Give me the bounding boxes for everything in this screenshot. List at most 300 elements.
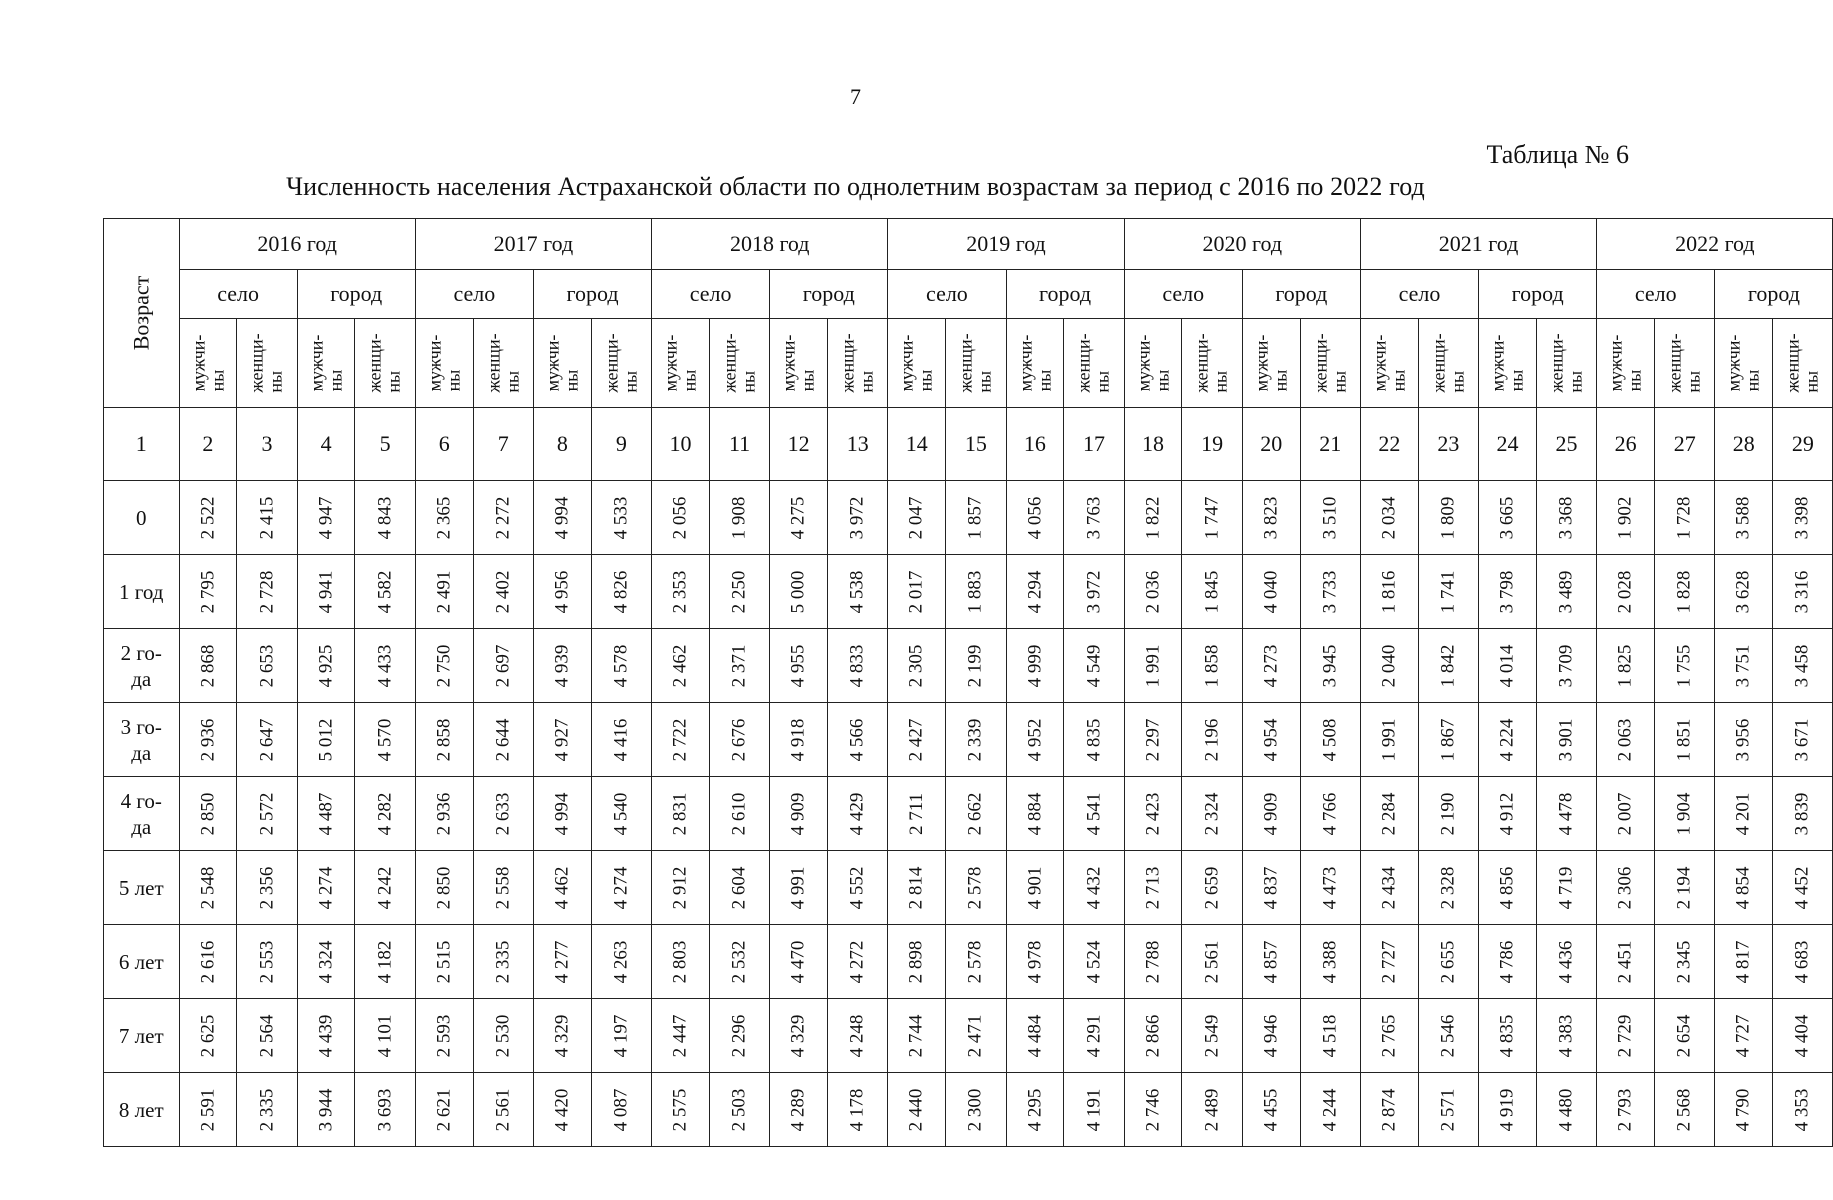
value-cell-text: 4 835 [1082, 718, 1104, 761]
value-cell [297, 703, 355, 777]
page-number: 7 [850, 84, 861, 109]
value-cell-text: 1 902 [1614, 496, 1636, 539]
value-cell-text: 4 552 [846, 866, 868, 909]
value-cell [1479, 999, 1537, 1073]
value-cell-text: 4 941 [315, 570, 337, 613]
value-cell [1773, 703, 1833, 777]
value-cell [828, 777, 888, 851]
value-cell-text: 2 199 [964, 644, 986, 687]
value-cell [1715, 1073, 1773, 1147]
value-cell-text: 4 388 [1319, 940, 1341, 983]
value-cell-text: 4 436 [1555, 940, 1577, 983]
value-cell [1006, 629, 1064, 703]
column-number: 29 [1773, 408, 1833, 481]
value-cell [1597, 851, 1655, 925]
value-cell-text: 4 946 [1260, 1014, 1282, 1057]
value-cell [415, 629, 473, 703]
value-cell [652, 555, 710, 629]
value-cell-text: 3 944 [315, 1088, 337, 1131]
value-cell-text: 4 538 [846, 570, 868, 613]
value-cell-text: 4 817 [1732, 940, 1754, 983]
value-cell-text: 4 939 [551, 644, 573, 687]
column-number: 2 [179, 408, 237, 481]
value-cell [1715, 481, 1773, 555]
value-cell-text: 2 553 [256, 940, 277, 983]
column-number: 17 [1064, 408, 1124, 481]
value-cell [1715, 999, 1773, 1073]
value-cell [591, 999, 651, 1073]
value-cell-text: 4 566 [846, 718, 868, 761]
value-cell-text: 2 578 [964, 866, 986, 909]
value-cell-text: 4 857 [1260, 940, 1282, 983]
value-cell-text: 2 434 [1378, 866, 1400, 909]
value-cell [1242, 555, 1300, 629]
value-cell-text: 2 568 [1673, 1088, 1695, 1131]
age-cell: 7 лет [104, 999, 180, 1073]
value-cell-text: 4 570 [374, 718, 396, 761]
area-header: город [770, 270, 888, 319]
value-cell-text: 3 763 [1082, 496, 1104, 539]
sex-header [1064, 319, 1124, 408]
value-cell [709, 999, 769, 1073]
value-cell-text: 3 733 [1319, 570, 1341, 613]
value-cell-text: 2 558 [492, 866, 514, 909]
area-header: село [1124, 270, 1242, 319]
value-cell-text: 2 194 [1673, 866, 1695, 909]
value-cell-text: 4 248 [846, 1014, 868, 1057]
value-cell-text: 4 919 [1496, 1088, 1518, 1131]
value-cell [297, 555, 355, 629]
value-cell-text: 3 823 [1260, 496, 1282, 539]
value-cell [473, 999, 533, 1073]
sex-header [591, 319, 651, 408]
value-cell [533, 703, 591, 777]
value-cell [237, 777, 297, 851]
sex-header [179, 319, 237, 408]
value-cell-text: 4 291 [1082, 1014, 1104, 1057]
value-cell-text: 4 274 [315, 866, 337, 909]
value-cell-text: 4 909 [787, 792, 809, 835]
value-cell-text: 2 491 [433, 570, 455, 613]
value-cell [652, 925, 710, 999]
value-cell [1536, 555, 1596, 629]
value-cell [1064, 999, 1124, 1073]
value-cell [473, 851, 533, 925]
value-cell-text: 4 473 [1319, 866, 1341, 909]
value-cell [355, 703, 415, 777]
value-cell-text: 4 856 [1496, 866, 1518, 909]
value-cell [1655, 777, 1715, 851]
value-cell [709, 1073, 769, 1147]
value-cell [1360, 1073, 1418, 1147]
sex-header-text: мужчи- ны [1251, 334, 1291, 391]
value-cell-text: 4 404 [1791, 1014, 1813, 1057]
age-cell: 4 го- да [104, 777, 180, 851]
table-row [104, 1073, 1833, 1147]
value-cell-text: 4 956 [551, 570, 573, 613]
value-cell [828, 703, 888, 777]
value-cell-text: 4 329 [787, 1014, 809, 1057]
value-cell-text: 4 487 [315, 792, 337, 835]
value-cell [415, 851, 473, 925]
value-cell-text: 2 250 [728, 570, 750, 613]
value-cell [533, 999, 591, 1073]
value-cell [1715, 925, 1773, 999]
value-cell [355, 555, 415, 629]
value-cell [1418, 1073, 1478, 1147]
sex-header-text: мужчи- ны [542, 334, 582, 391]
value-cell-text: 4 244 [1319, 1088, 1341, 1131]
value-cell [888, 555, 946, 629]
value-cell [1182, 481, 1242, 555]
value-cell-text: 2 654 [1673, 1014, 1695, 1057]
age-column-header-text: Возраст [128, 275, 154, 351]
value-cell-text: 2 868 [196, 644, 218, 687]
sex-header-text: женщи- ны [1192, 332, 1232, 393]
value-cell [1655, 555, 1715, 629]
value-cell [297, 481, 355, 555]
value-cell [1182, 555, 1242, 629]
value-cell [179, 629, 237, 703]
value-cell [1479, 777, 1537, 851]
value-cell [652, 629, 710, 703]
value-cell [1064, 555, 1124, 629]
value-cell [1242, 703, 1300, 777]
value-cell-text: 4 952 [1023, 718, 1045, 761]
value-cell [237, 925, 297, 999]
value-cell [179, 925, 237, 999]
column-number: 16 [1006, 408, 1064, 481]
value-cell-text: 4 790 [1732, 1088, 1754, 1131]
value-cell [709, 481, 769, 555]
value-cell-text: 3 798 [1496, 570, 1518, 613]
value-cell [888, 1073, 946, 1147]
value-cell-text: 2 345 [1673, 940, 1695, 983]
value-cell [1360, 999, 1418, 1073]
sex-header [1536, 319, 1596, 408]
value-cell [770, 555, 828, 629]
value-cell-text: 2 371 [728, 644, 750, 687]
value-cell-text: 1 816 [1378, 570, 1400, 613]
value-cell [1300, 629, 1360, 703]
value-cell [1655, 851, 1715, 925]
sex-header-text: женщи- ны [483, 332, 523, 393]
value-cell [946, 555, 1006, 629]
value-cell-text: 4 272 [846, 940, 868, 983]
value-cell [1124, 851, 1182, 925]
value-cell-text: 1 825 [1614, 644, 1636, 687]
value-cell-text: 1 991 [1142, 644, 1164, 687]
value-cell-text: 2 633 [492, 792, 514, 835]
value-cell-text: 2 190 [1437, 792, 1459, 835]
sex-header-text: женщи- ны [365, 332, 405, 393]
value-cell-text: 4 912 [1496, 792, 1518, 835]
area-header: город [1006, 270, 1124, 319]
value-cell [1536, 777, 1596, 851]
value-cell [1597, 629, 1655, 703]
page-title: Численность населения Астраханской области по однолетним возрастам за период с 2016 по 2022 год [286, 172, 1425, 201]
value-cell [888, 999, 946, 1073]
value-cell [297, 1073, 355, 1147]
column-number: 18 [1124, 408, 1182, 481]
sex-header-text: мужчи- ны [1133, 334, 1173, 391]
value-cell [1064, 851, 1124, 925]
value-cell-text: 4 925 [315, 644, 337, 687]
value-cell [1597, 925, 1655, 999]
table-row [104, 629, 1833, 703]
value-cell-text: 1 908 [728, 496, 750, 539]
value-cell [237, 851, 297, 925]
value-cell-text: 4 087 [610, 1088, 632, 1131]
value-cell [355, 777, 415, 851]
value-cell-text: 4 884 [1023, 792, 1045, 835]
area-header: город [1242, 270, 1360, 319]
value-cell-text: 2 272 [492, 496, 514, 539]
value-cell-text: 1 842 [1437, 644, 1459, 687]
value-cell-text: 1 755 [1673, 644, 1695, 687]
value-cell-text: 2 655 [1437, 940, 1459, 983]
value-cell-text: 3 398 [1791, 496, 1813, 539]
value-cell-text: 4 439 [315, 1014, 337, 1057]
value-cell-text: 2 850 [196, 792, 218, 835]
value-cell [946, 1073, 1006, 1147]
value-cell [355, 999, 415, 1073]
column-number: 7 [473, 408, 533, 481]
value-cell [1182, 777, 1242, 851]
value-cell-text: 2 593 [433, 1014, 455, 1057]
year-header: 2022 год [1597, 219, 1833, 270]
value-cell-text: 4 541 [1082, 792, 1104, 835]
sex-header-text: мужчи- ны [1369, 334, 1409, 391]
value-cell-text: 2 722 [669, 718, 691, 761]
value-cell-text: 4 282 [374, 792, 396, 835]
column-number: 24 [1479, 408, 1537, 481]
value-cell-text: 2 728 [256, 570, 277, 613]
value-cell-text: 2 750 [433, 644, 455, 687]
value-cell-text: 2 034 [1378, 496, 1400, 539]
value-cell [1360, 777, 1418, 851]
value-cell [591, 481, 651, 555]
column-number: 23 [1418, 408, 1478, 481]
value-cell [1479, 851, 1537, 925]
value-cell [1300, 999, 1360, 1073]
value-cell-text: 2 803 [669, 940, 691, 983]
value-cell-text: 4 994 [551, 496, 573, 539]
value-cell [1773, 999, 1833, 1073]
value-cell [1006, 481, 1064, 555]
value-cell-text: 2 591 [196, 1088, 218, 1131]
value-cell-text: 2 339 [964, 718, 986, 761]
year-header: 2016 год [179, 219, 415, 270]
value-cell-text: 4 843 [374, 496, 396, 539]
value-cell [828, 481, 888, 555]
population-table [103, 218, 1833, 1147]
value-cell-text: 4 508 [1319, 718, 1341, 761]
value-cell [652, 999, 710, 1073]
value-cell-text: 2 625 [196, 1014, 218, 1057]
value-cell [1006, 851, 1064, 925]
value-cell-text: 2 795 [196, 570, 218, 613]
value-cell [533, 851, 591, 925]
value-cell-text: 4 416 [610, 718, 632, 761]
value-cell [1242, 629, 1300, 703]
value-cell [1064, 703, 1124, 777]
value-cell [828, 999, 888, 1073]
value-cell [179, 777, 237, 851]
value-cell-text: 2 462 [669, 644, 691, 687]
value-cell-text: 2 296 [728, 1014, 750, 1057]
value-cell [1773, 851, 1833, 925]
value-cell-text: 2 353 [669, 570, 691, 613]
age-cell: 5 лет [104, 851, 180, 925]
value-cell-text: 2 040 [1378, 644, 1400, 687]
value-cell [1182, 703, 1242, 777]
value-cell [888, 777, 946, 851]
column-number: 6 [415, 408, 473, 481]
value-cell [1064, 777, 1124, 851]
sex-header-text: мужчи- ны [306, 334, 346, 391]
value-cell-text: 1 858 [1201, 644, 1223, 687]
sex-header-text: женщи- ны [1664, 332, 1704, 393]
value-cell [591, 777, 651, 851]
value-cell-text: 3 956 [1732, 718, 1754, 761]
value-cell-text: 1 851 [1673, 718, 1695, 761]
value-cell-text: 2 532 [728, 940, 750, 983]
year-header: 2017 год [415, 219, 651, 270]
value-cell [179, 555, 237, 629]
value-cell-text: 4 578 [610, 644, 632, 687]
value-cell-text: 3 665 [1496, 496, 1518, 539]
sex-header [1242, 319, 1300, 408]
column-number: 28 [1715, 408, 1773, 481]
column-number: 21 [1300, 408, 1360, 481]
value-cell-text: 4 582 [374, 570, 396, 613]
value-cell [1597, 555, 1655, 629]
value-cell [415, 703, 473, 777]
value-cell-text: 2 415 [256, 496, 277, 539]
value-cell-text: 2 814 [905, 866, 927, 909]
value-cell-text: 4 826 [610, 570, 632, 613]
value-cell-text: 4 909 [1260, 792, 1282, 835]
value-cell [1182, 629, 1242, 703]
value-cell-text: 4 178 [846, 1088, 868, 1131]
value-cell [1418, 777, 1478, 851]
value-cell-text: 4 524 [1082, 940, 1104, 983]
value-cell-text: 4 242 [374, 866, 396, 909]
value-cell [1655, 1073, 1715, 1147]
value-cell [946, 629, 1006, 703]
value-cell-text: 2 621 [433, 1088, 455, 1131]
value-cell-text: 2 604 [728, 866, 750, 909]
value-cell [828, 629, 888, 703]
value-cell-text: 3 751 [1732, 644, 1754, 687]
value-cell [1715, 629, 1773, 703]
value-cell [1006, 703, 1064, 777]
age-column-header [104, 219, 180, 408]
value-cell [1536, 703, 1596, 777]
value-cell-text: 2 578 [964, 940, 986, 983]
value-cell-text: 4 978 [1023, 940, 1045, 983]
value-cell-text: 2 365 [433, 496, 455, 539]
value-cell [1773, 925, 1833, 999]
area-header: город [533, 270, 651, 319]
value-cell-text: 4 727 [1732, 1014, 1754, 1057]
value-cell [1479, 629, 1537, 703]
sex-header-text: мужчи- ны [1014, 334, 1054, 391]
value-cell-text: 2 300 [964, 1088, 986, 1131]
value-cell-text: 4 353 [1791, 1088, 1813, 1131]
value-cell-text: 1 883 [964, 570, 986, 613]
sex-header [1597, 319, 1655, 408]
value-cell-text: 4 854 [1732, 866, 1754, 909]
value-cell-text: 4 954 [1260, 718, 1282, 761]
value-cell [1536, 481, 1596, 555]
value-cell [533, 1073, 591, 1147]
value-cell [1182, 851, 1242, 925]
value-cell-text: 4 835 [1496, 1014, 1518, 1057]
sex-header-text: женщи- ны [1546, 332, 1586, 393]
area-header: село [179, 270, 297, 319]
value-cell-text: 3 839 [1791, 792, 1813, 835]
value-cell-text: 2 017 [905, 570, 927, 613]
value-cell [888, 629, 946, 703]
value-cell-text: 4 533 [610, 496, 632, 539]
value-cell [1006, 777, 1064, 851]
value-cell-text: 1 845 [1201, 570, 1223, 613]
value-cell-text: 2 402 [492, 570, 514, 613]
table-row [104, 777, 1833, 851]
value-cell [297, 629, 355, 703]
value-cell [1655, 703, 1715, 777]
value-cell [533, 629, 591, 703]
area-header: город [1479, 270, 1597, 319]
value-cell-text: 2 662 [964, 792, 986, 835]
value-cell-text: 1 991 [1378, 718, 1400, 761]
value-cell-text: 4 294 [1023, 570, 1045, 613]
sex-header [652, 319, 710, 408]
column-number: 11 [709, 408, 769, 481]
value-cell [1242, 1073, 1300, 1147]
value-cell-text: 2 644 [492, 718, 514, 761]
column-number: 15 [946, 408, 1006, 481]
value-cell-text: 3 588 [1732, 496, 1754, 539]
value-cell-text: 4 329 [551, 1014, 573, 1057]
value-cell-text: 2 858 [433, 718, 455, 761]
column-number: 22 [1360, 408, 1418, 481]
value-cell [1418, 999, 1478, 1073]
value-cell [770, 629, 828, 703]
area-header: село [888, 270, 1006, 319]
sex-header-text: женщи- ны [837, 332, 877, 393]
value-cell [652, 1073, 710, 1147]
value-cell [946, 999, 1006, 1073]
value-cell [1773, 1073, 1833, 1147]
value-cell-text: 3 510 [1319, 496, 1341, 539]
value-cell-text: 3 945 [1319, 644, 1341, 687]
value-cell-text: 2 936 [433, 792, 455, 835]
value-cell [237, 629, 297, 703]
value-cell [888, 851, 946, 925]
column-number: 25 [1536, 408, 1596, 481]
value-cell [1064, 925, 1124, 999]
value-cell [1242, 481, 1300, 555]
value-cell-text: 2 713 [1142, 866, 1164, 909]
value-cell [1242, 999, 1300, 1073]
value-cell-text: 2 471 [964, 1014, 986, 1057]
value-cell-text: 2 898 [905, 940, 927, 983]
value-cell-text: 2 697 [492, 644, 514, 687]
year-header: 2019 год [888, 219, 1124, 270]
